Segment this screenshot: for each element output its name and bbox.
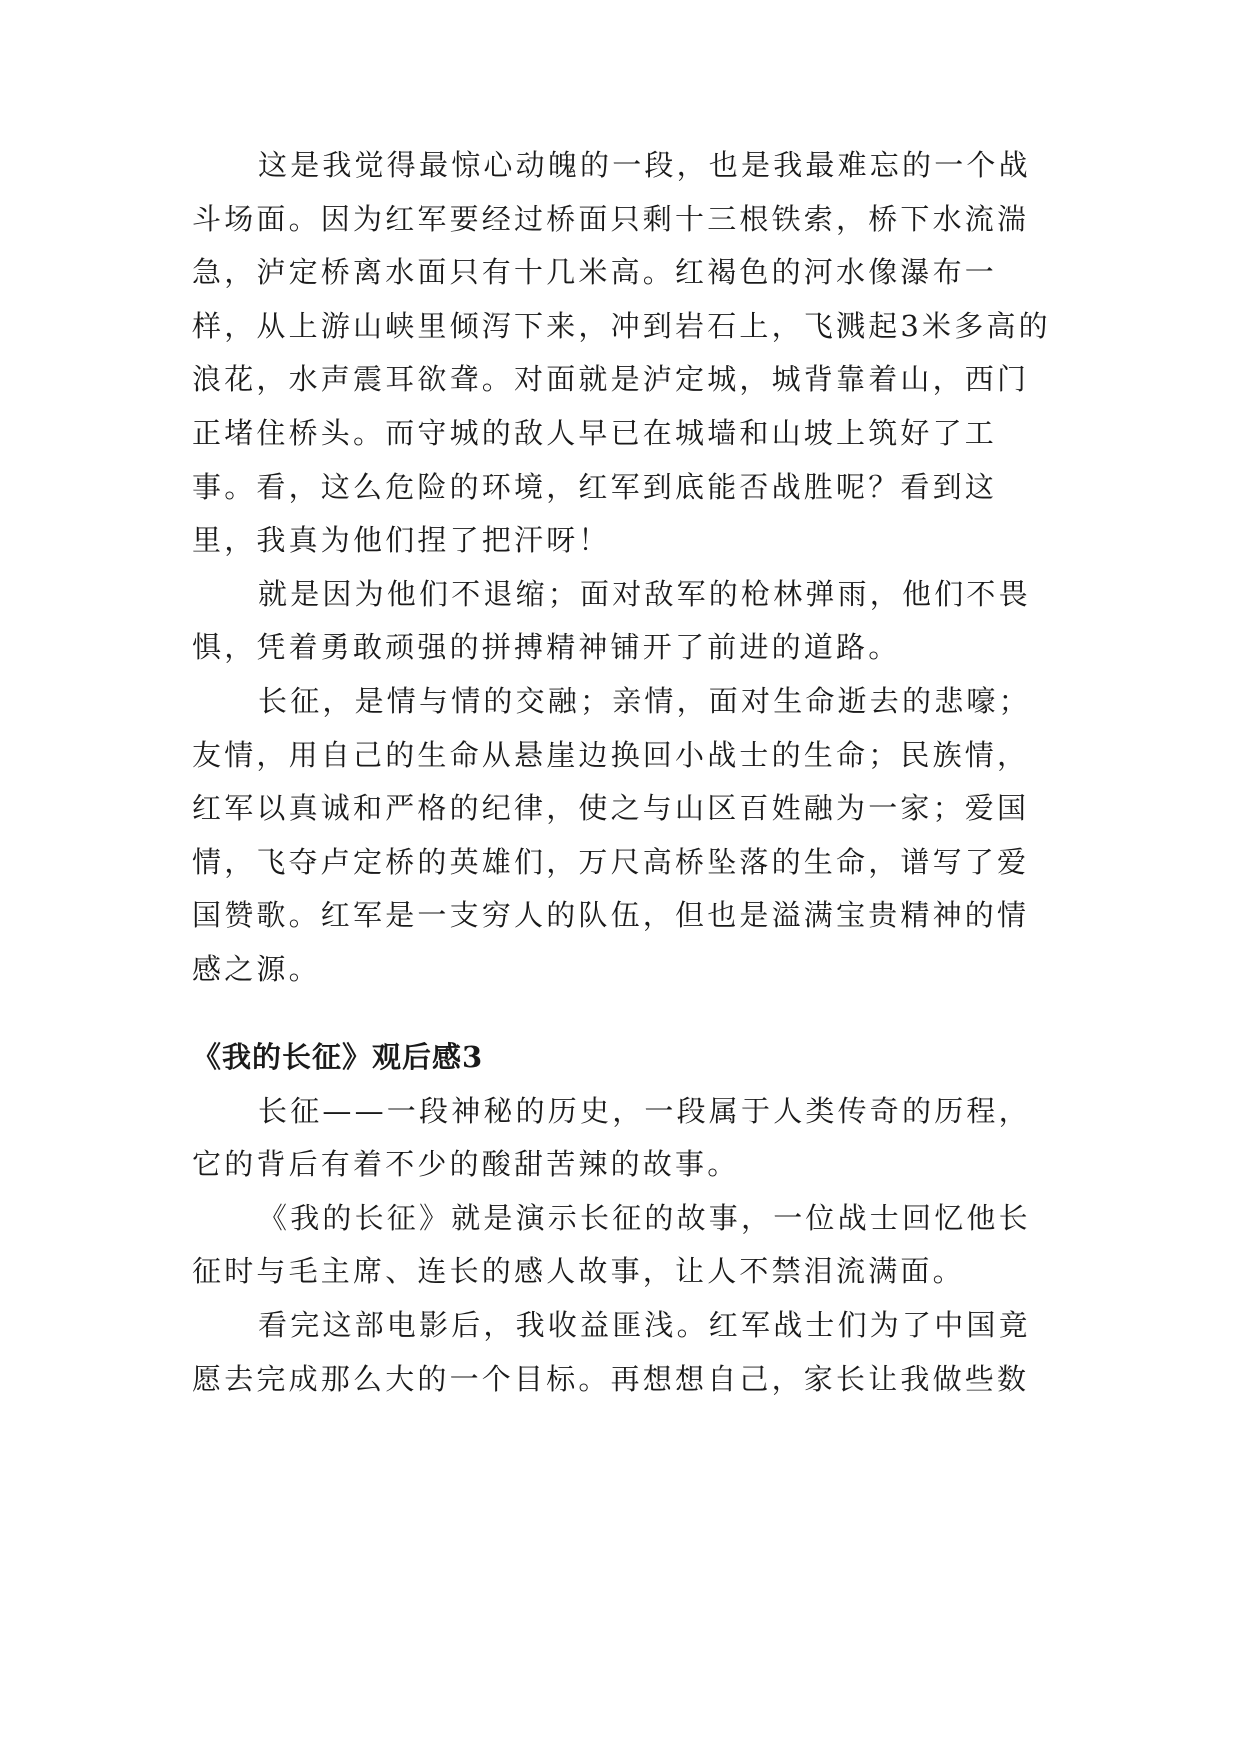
paragraph-3: 长征，是情与情的交融；亲情，面对生命逝去的悲嚎；友情，用自己的生命从悬崖边换回小战士的生命；民族情，红军以真诚和严格的纪律，使之与山区百姓融为一家；爱国情，飞夺卢定桥的英雄们，万尺高桥坠落的生命，谱写了爱国赞歌。红军是一支穷人的队伍，但也是溢满宝贵精神的情感之源。 [192,683,1031,986]
paragraph-2: 就是因为他们不退缩；面对敌军的枪林弹雨，他们不畏惧，凭着勇敢顽强的拼搏精神铺开了前进的道路。 [192,576,1031,665]
section-1 [192,139,1052,997]
paragraph-6: 看完这部电影后，我收益匪浅。红军战士们为了中国竟愿去完成那么大的一个目标。再想想自己，家长让我做些数 [192,1307,1031,1396]
section-2 [192,1031,1052,1406]
paragraph-5: 《我的长征》就是演示长征的故事，一位战士回忆他长征时与毛主席、连长的感人故事，让人不禁泪流满面。 [192,1200,1031,1289]
paragraph-1: 这是我觉得最惊心动魄的一段，也是我最难忘的一个战斗场面。因为红军要经过桥面只剩十三根铁索，桥下水流湍急，泸定桥离水面只有十几米高。红褐色的河水像瀑布一样，从上游山峡里倾泻下来，冲到岩石上，飞溅起3米多高的浪花，水声震耳欲聋。对面就是泸定城，城背靠着山，西门正堵住桥头。而守城的敌人早已在城墙和山坡上筑好了工事。看，这么危险的环境，红军到底能否战胜呢？看到这里，我真为他们捏了把汗呀！ [192,148,1051,558]
section-heading: 《我的长征》观后感3 [192,1040,484,1074]
paragraph-4: 长征——一段神秘的历史，一段属于人类传奇的历程，它的背后有着不少的酸甜苦辣的故事。 [192,1093,1031,1182]
